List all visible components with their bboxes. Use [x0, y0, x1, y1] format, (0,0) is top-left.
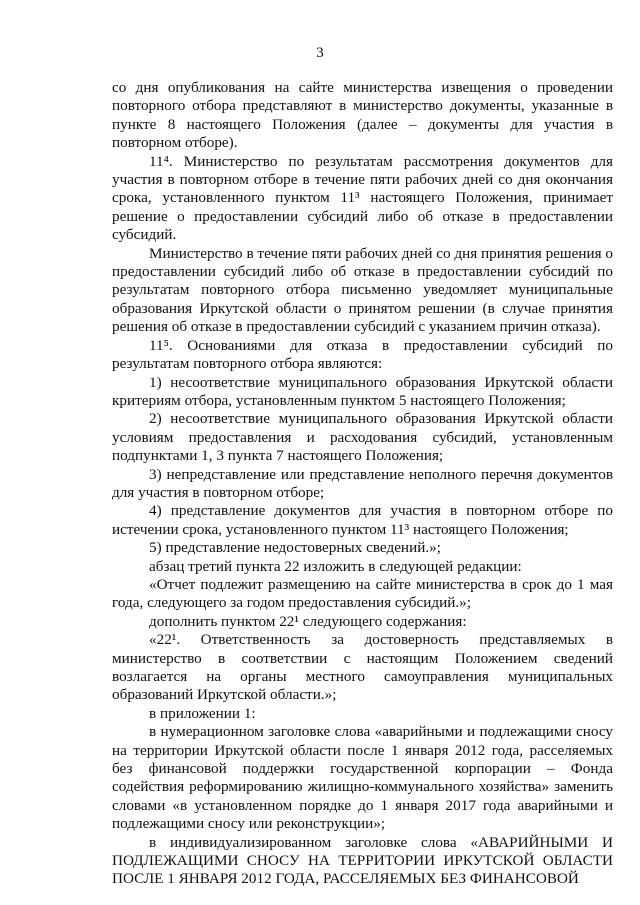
paragraph: в нумерационном заголовке слова «аварийными и подлежащими сносу на территории Иркутской области после 1 января 2012 года, расселяемых без финансовой поддержки государственной корпорации – Фонда содействия реформированию жилищно-коммунального хозяйства» заменить словами «в установленном порядке до 1 января 2017 года аварийными и подлежащими сносу или реконструкции»; — [112, 723, 613, 833]
paragraph: Министерство в течение пяти рабочих дней со дня принятия решения о предоставлении субсидий либо об отказе в предоставлении субсидий по результатам повторного отбора письменно уведомляет муниципальные образования Иркутской области о принятом решении (в случае принятия решения об отказе в предоставлении субсидий с указанием причин отказа). — [112, 244, 613, 336]
paragraph: со дня опубликования на сайте министерства извещения о проведении повторного отбора представляют в министерство документы, указанные в пункте 8 настоящего Положения (далее – документы для участия в повторном отборе). — [112, 79, 613, 152]
paragraph: 3) непредставление или представление неполного перечня документов для участия в повторном отборе; — [112, 465, 613, 501]
paragraph: абзац третий пункта 22 изложить в следующей редакции: — [149, 557, 522, 575]
paragraph: в индивидуализированном заголовке слова «АВАРИЙНЫМИ И ПОДЛЕЖАЩИМИ СНОСУ НА ТЕРРИТОРИИ ИРКУТСКОЙ ОБЛАСТИ ПОСЛЕ 1 ЯНВАРЯ 2012 ГОДА, РАССЕЛЯЕМЫХ БЕЗ ФИНАНСОВОЙ — [112, 833, 613, 888]
paragraph: дополнить пунктом 22¹ следующего содержания: — [149, 612, 467, 630]
paragraph: 4) представление документов для участия в повторном отборе по истечении срока, установленного пунктом 11³ настоящего Положения; — [112, 502, 613, 538]
paragraph: «Отчет подлежит размещению на сайте министерства в срок до 1 мая года, следующего за годом предоставления субсидий.»; — [112, 575, 613, 612]
paragraph: «22¹. Ответственность за достоверность представляемых в министерство в соответствии с настоящим Положением сведений возлагается на органы местного самоуправления муниципальных образований Иркутской области.»; — [112, 631, 613, 704]
paragraph: в приложении 1: — [149, 704, 256, 722]
document-body — [112, 79, 613, 889]
paragraph: 2) несоответствие муниципального образования Иркутской области условиям предоставления и расходования субсидий, установленным подпунктами 1, 3 пункта 7 настоящего Положения; — [112, 410, 613, 465]
paragraph: 1) несоответствие муниципального образования Иркутской области критериям отбора, установленным пунктом 5 настоящего Положения; — [112, 373, 613, 409]
page-number: 3 — [316, 45, 324, 61]
paragraph: 5) представление недостоверных сведений.»; — [149, 539, 441, 557]
paragraph: 11⁵. Основаниями для отказа в предоставлении субсидий по результатам повторного отбора являются: — [112, 336, 613, 373]
paragraph: 11⁴. Министерство по результатам рассмотрения документов для участия в повторном отборе в течение пяти рабочих дней со дня окончания срока, установленного пунктом 11³ настоящего Положения, принимает решение о предоставлении субсидий либо об отказе в предоставлении субсидий. — [112, 152, 613, 244]
